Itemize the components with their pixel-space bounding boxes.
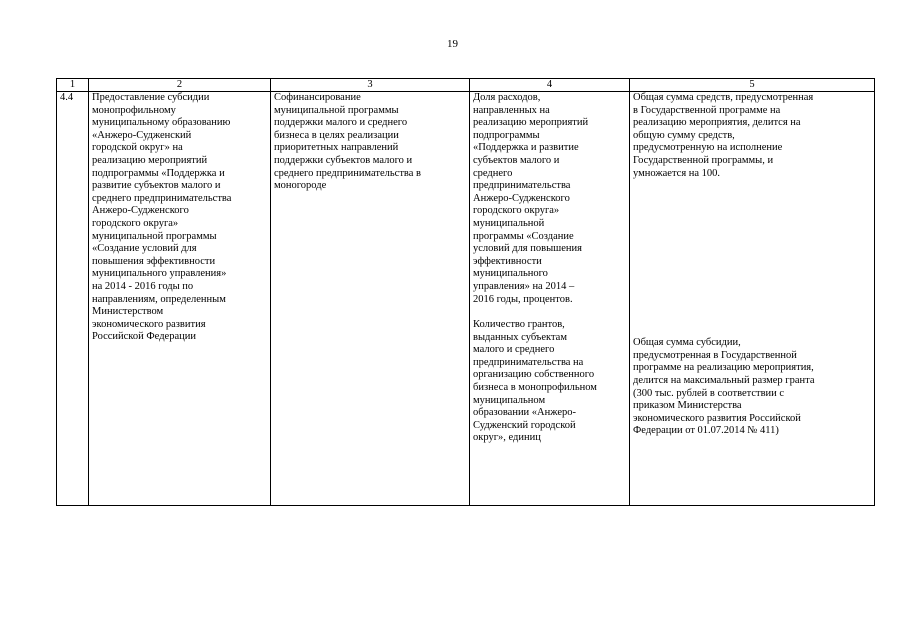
indicator-text-2: Количество грантов, выданных субъектам малого и среднего предпринимательства на организацию собственного бизнеса в монопрофильном муниципальном образовании «Анжеро- Судженский городской округ», единиц — [473, 319, 597, 444]
table-row — [57, 92, 875, 506]
method-text-1: Общая сумма средств, предусмотренная в Государственной программе на реализацию мероприятия, делится на общую сумму средств, предусмотренную на исполнение Государственной программы, и умножается на 100. — [633, 92, 814, 179]
column-header-2: 2 — [89, 79, 271, 92]
row-id-cell — [57, 92, 89, 506]
column-header-1: 1 — [57, 79, 89, 92]
purpose-cell — [271, 92, 470, 506]
measure-cell — [89, 92, 271, 506]
row-id: 4.4 — [60, 92, 74, 103]
indicator-text-1: Доля расходов, направленных на реализацию мероприятий подпрограммы «Поддержка и развитие субъектов малого и среднего предпринимательства Анжеро-Судженского городского округа» муниципальной программы «Создание условий для повышения эффективности муниципального управления» на 2014 – 2016 годы, процентов. — [473, 92, 589, 305]
purpose-text: Софинансирование муниципальной программы поддержки малого и среднего бизнеса в целях реализации приоритетных направлений поддержки субъектов малого и среднего предпринимательства в моногороде — [274, 92, 421, 192]
measure-text: Предоставление субсидии монопрофильному муниципальному образованию «Анжеро-Судженский городской округ» на реализацию мероприятий подпрограммы «Поддержка и развитие субъектов малого и среднего предпринимательства Анжеро-Судженского городского округа» муниципальной программы «Создание условий для повышения эффективности муниципального управления» на 2014 - 2016 годы по направлениям, определенным Министерством экономического развития Российской Федерации — [92, 92, 232, 343]
table-header-row — [57, 79, 875, 92]
method-text-2: Общая сумма субсидии, предусмотренная в Государственной программе на реализацию мероприятия, делится на максимальный размер гранта (300 тыс. рублей в соответствии с приказом Министерства экономического развития Российской Федерации от 01.07.2014 № 411) — [633, 337, 815, 437]
method-cell — [630, 92, 875, 506]
column-header-5: 5 — [630, 79, 875, 92]
page-number: 19 — [447, 38, 458, 50]
column-header-4: 4 — [470, 79, 630, 92]
indicator-cell — [470, 92, 630, 506]
column-header-3: 3 — [271, 79, 470, 92]
indicators-table — [56, 78, 875, 506]
